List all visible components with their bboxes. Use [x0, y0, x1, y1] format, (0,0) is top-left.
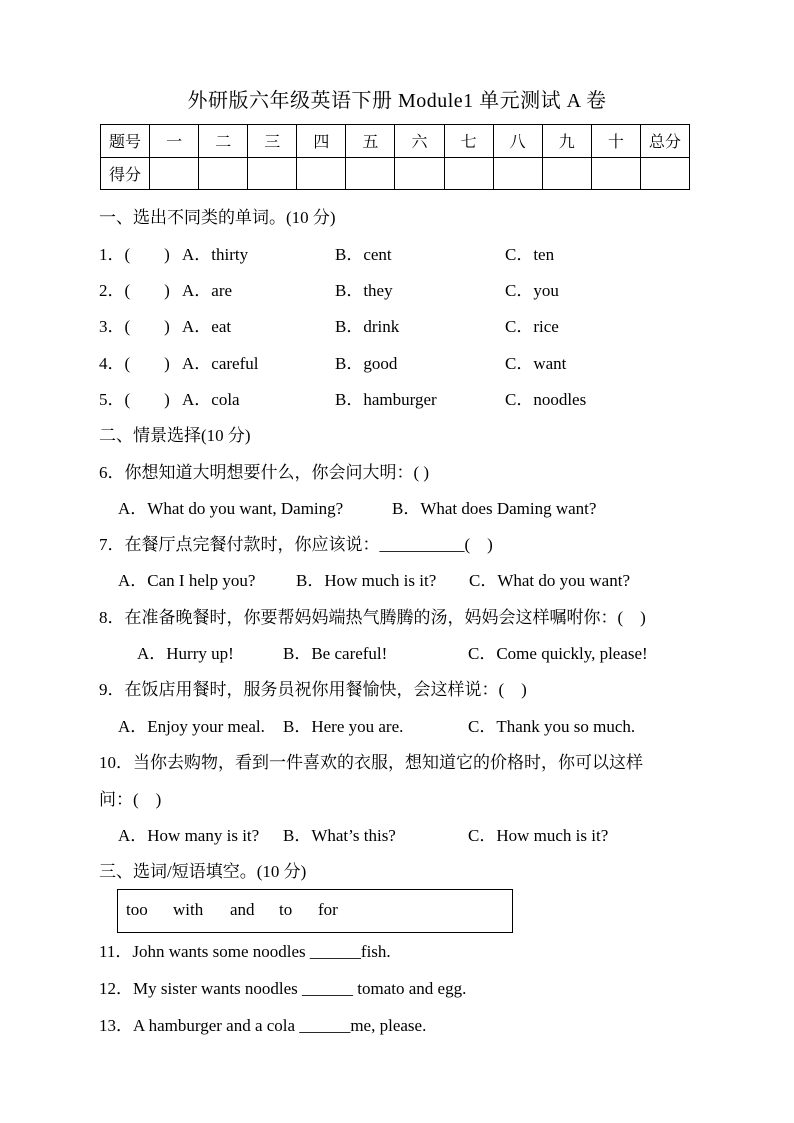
score-table [100, 124, 690, 190]
score-cell[interactable] [542, 157, 591, 190]
question-9: 9．在饭店用餐时，服务员祝你用餐愉快，会这样说：( ) [99, 680, 527, 699]
question-number: 4．( ) [99, 354, 170, 373]
score-header-cell: 四 [297, 125, 346, 158]
section3-heading: 三、选词/短语填空。(10 分) [99, 862, 307, 881]
score-table-header-row [101, 125, 690, 158]
option-a: A．careful [182, 354, 259, 373]
option-b: B．What does Daming want? [392, 499, 597, 518]
question-11: 11．John wants some noodles ______fish. [99, 942, 391, 961]
question-7: 7．在餐厅点完餐付款时，你应该说：__________( ) [99, 535, 493, 554]
option-b: B．Here you are. [283, 717, 404, 736]
question-12: 12．My sister wants noodles ______ tomato and egg. [99, 979, 467, 998]
question-10-line2: 问：( ) [99, 790, 162, 809]
option-c: C．you [505, 281, 559, 300]
option-a: A．cola [182, 390, 240, 409]
score-header-cell: 八 [493, 125, 542, 158]
word-bank-item: with [173, 900, 204, 919]
option-c: C．Come quickly, please! [468, 644, 648, 663]
score-header-cell: 三 [248, 125, 297, 158]
option-a: A．eat [182, 317, 232, 336]
option-a: A．What do you want, Daming? [118, 499, 344, 518]
score-header-cell: 五 [346, 125, 395, 158]
option-c: C．Thank you so much. [468, 717, 636, 736]
word-bank-item: and [230, 900, 255, 919]
option-b: B．drink [335, 317, 400, 336]
score-header-cell: 七 [444, 125, 493, 158]
option-b: B．hamburger [335, 390, 437, 409]
score-table-score-row [101, 157, 690, 190]
score-header-cell: 六 [395, 125, 444, 158]
score-cell[interactable] [493, 157, 542, 190]
question-6: 6．你想知道大明想要什么，你会问大明：( ) [99, 463, 430, 482]
option-c: C．How much is it? [468, 826, 609, 845]
question-8: 8．在准备晚餐时，你要帮妈妈端热气腾腾的汤，妈妈会这样嘱咐你：( ) [99, 608, 646, 627]
option-b: B．What’s this? [283, 826, 396, 845]
option-b: B．they [335, 281, 393, 300]
option-c: C．noodles [505, 390, 587, 409]
score-cell[interactable] [199, 157, 248, 190]
score-header-cell: 一 [150, 125, 199, 158]
score-cell[interactable] [346, 157, 395, 190]
option-a: A．Hurry up! [137, 644, 234, 663]
score-cell[interactable] [444, 157, 493, 190]
question-10-line1: 10．当你去购物，看到一件喜欢的衣服，想知道它的价格时，你可以这样 [99, 753, 643, 772]
option-c: C．rice [505, 317, 559, 336]
score-cell[interactable] [591, 157, 640, 190]
score-header-cell: 九 [542, 125, 591, 158]
score-cell[interactable] [248, 157, 297, 190]
question-number: 2．( ) [99, 281, 170, 300]
option-c: C．want [505, 354, 567, 373]
question-number: 1．( ) [99, 245, 170, 264]
question-13: 13．A hamburger and a cola ______me, please. [99, 1016, 427, 1035]
option-b: B．cent [335, 245, 392, 264]
section1-heading: 一、选出不同类的单词。(10 分) [99, 208, 336, 227]
option-c: C．What do you want? [469, 571, 630, 590]
word-bank-item: for [318, 900, 338, 919]
score-row-label: 得分 [101, 157, 150, 190]
option-b: B．Be careful! [283, 644, 388, 663]
question-number: 3．( ) [99, 317, 170, 336]
score-cell[interactable] [395, 157, 444, 190]
score-cell[interactable] [297, 157, 346, 190]
option-a: A．Enjoy your meal. [118, 717, 265, 736]
option-a: A．Can I help you? [118, 571, 256, 590]
option-c: C．ten [505, 245, 555, 264]
score-header-cell: 总分 [640, 125, 689, 158]
score-header-cell: 题号 [101, 125, 150, 158]
word-bank-box [117, 889, 513, 933]
option-a: A．thirty [182, 245, 249, 264]
section2-heading: 二、情景选择(10 分) [99, 426, 251, 445]
option-b: B．How much is it? [296, 571, 437, 590]
option-b: B．good [335, 354, 398, 373]
score-header-cell: 二 [199, 125, 248, 158]
word-bank-item: too [126, 900, 148, 919]
score-header-cell: 十 [591, 125, 640, 158]
score-cell[interactable] [150, 157, 199, 190]
score-cell[interactable] [640, 157, 689, 190]
question-number: 5．( ) [99, 390, 170, 409]
option-a: A．are [182, 281, 233, 300]
option-a: A．How many is it? [118, 826, 260, 845]
page-title: 外研版六年级英语下册 Module1 单元测试 A 卷 [187, 90, 607, 112]
word-bank-item: to [279, 900, 293, 919]
